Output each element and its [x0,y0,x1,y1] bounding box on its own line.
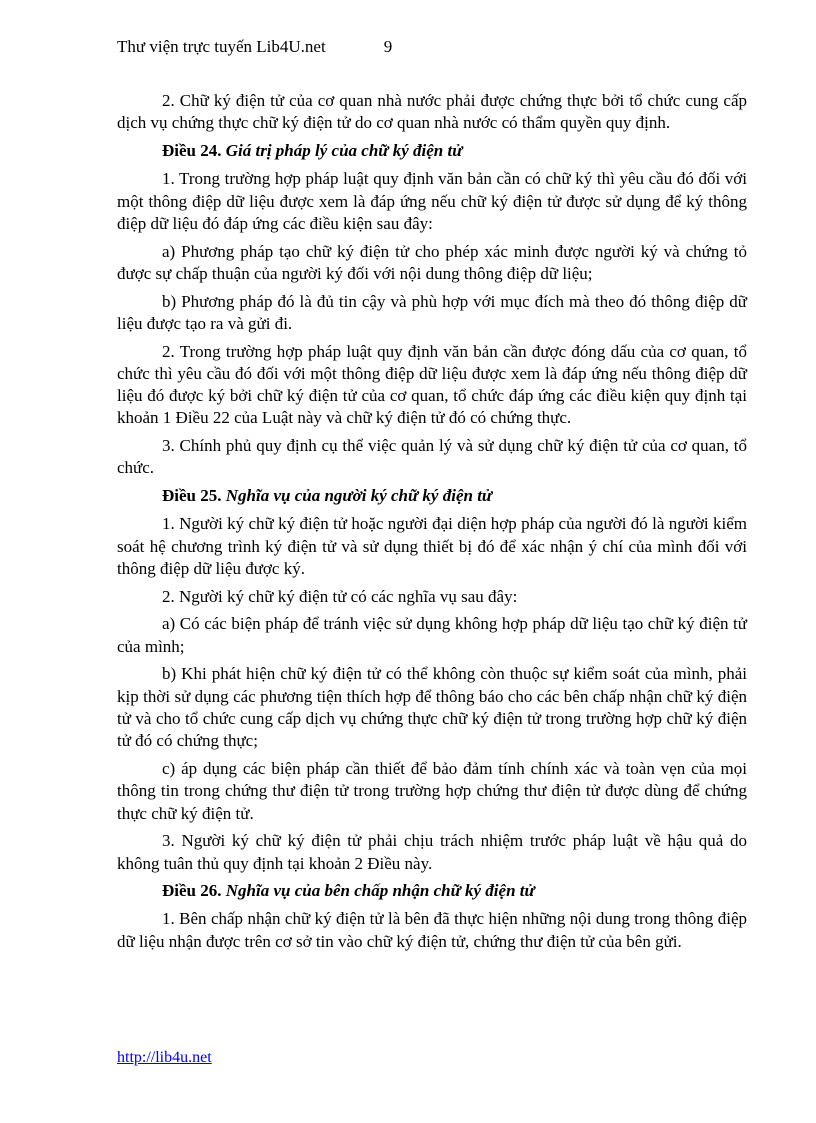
page-footer [117,1048,212,1068]
paragraph: 2. Người ký chữ ký điện tử có các nghĩa vụ sau đây: [162,586,518,606]
article-25-heading [117,485,747,507]
paragraph: a) Phương pháp tạo chữ ký điện tử cho phép xác minh được người ký và chứng tỏ được sự chấp thuận của người ký đối với nội dung thông điệp dữ liệu; [117,241,747,283]
document-body [117,90,747,958]
paragraph: 1. Người ký chữ ký điện tử hoặc người đại diện hợp pháp của người đó là người kiểm soát hệ chương trình ký điện tử và sử dụng thiết bị đó để xác nhận ý chí của mình đối với thông điệp dữ liệu được ký. [117,514,747,578]
paragraph: 1. Trong trường hợp pháp luật quy định văn bản cần có chữ ký thì yêu cầu đó đối với một thông điệp dữ liệu được xem là đáp ứng nếu chữ ký điện tử được sử dụng để ký thông điệp dữ liệu đó đáp ứng các điều kiện sau đây: [117,169,747,233]
article-24-label: Điều 24. [162,140,222,160]
paragraph: 1. Bên chấp nhận chữ ký điện tử là bên đã thực hiện những nội dung trong thông điệp dữ liệu nhận được trên cơ sở tin vào chữ ký điện tử, chứng thư điện tử của bên gửi. [117,909,747,951]
paragraph: 3. Chính phủ quy định cụ thể việc quản lý và sử dụng chữ ký điện tử của cơ quan, tổ chức. [117,436,747,478]
paragraph: 3. Người ký chữ ký điện tử phải chịu trách nhiệm trước pháp luật về hậu quả do không tuân thủ quy định tại khoản 2 Điều này. [117,831,747,873]
footer-link[interactable]: http://lib4u.net [117,1049,212,1066]
article-24-title: Giá trị pháp lý của chữ ký điện tử [225,140,463,160]
article-26-title: Nghĩa vụ của bên chấp nhận chữ ký điện tử [225,881,535,901]
article-25-title: Nghĩa vụ của người ký chữ ký điện tử [225,486,493,506]
paragraph: 2. Trong trường hợp pháp luật quy định văn bản cần được đóng dấu của cơ quan, tổ chức thì yêu cầu đó đối với một thông điệp dữ liệu được xem là đáp ứng nếu thông điệp dữ liệu đó được ký bởi chữ ký điện tử của cơ quan, tổ chức đáp ứng các điều kiện quy định tại khoản 1 Điều 22 của Luật này và chữ ký điện tử đó có chứng thực. [117,341,747,428]
paragraph: b) Phương pháp đó là đủ tin cậy và phù hợp với mục đích mà theo đó thông điệp dữ liệu được tạo ra và gửi đi. [117,291,747,333]
paragraph: b) Khi phát hiện chữ ký điện tử có thể không còn thuộc sự kiểm soát của mình, phải kịp thời sử dụng các phương tiện thích hợp để thông báo cho các bên chấp nhận chữ ký điện tử và cho tổ chức cung cấp dịch vụ chứng thực chữ ký điện tử trong trường hợp chữ ký điện tử đó có chứng thực; [117,664,747,751]
page-header [117,36,392,58]
article-26-heading [117,880,747,902]
article-26-label: Điều 26. [162,881,222,901]
paragraph: 2. Chữ ký điện tử của cơ quan nhà nước phải được chứng thực bởi tổ chức cung cấp dịch vụ chứng thực chữ ký điện tử do cơ quan nhà nước có thẩm quyền quy định. [117,91,747,133]
article-25-label: Điều 25. [162,486,222,506]
paragraph: c) áp dụng các biện pháp cần thiết để bảo đảm tính chính xác và toàn vẹn của mọi thông tin trong chứng thư điện tử trong trường hợp chứng thư điện tử được dùng để chứng thực chữ ký điện tử. [117,758,747,823]
page-number: 9 [383,37,393,56]
paragraph: a) Có các biện pháp để tránh việc sử dụng không hợp pháp dữ liệu tạo chữ ký điện tử của mình; [117,614,747,656]
site-title: Thư viện trực tuyến Lib4U.net [117,37,326,56]
article-24-heading [117,140,747,162]
